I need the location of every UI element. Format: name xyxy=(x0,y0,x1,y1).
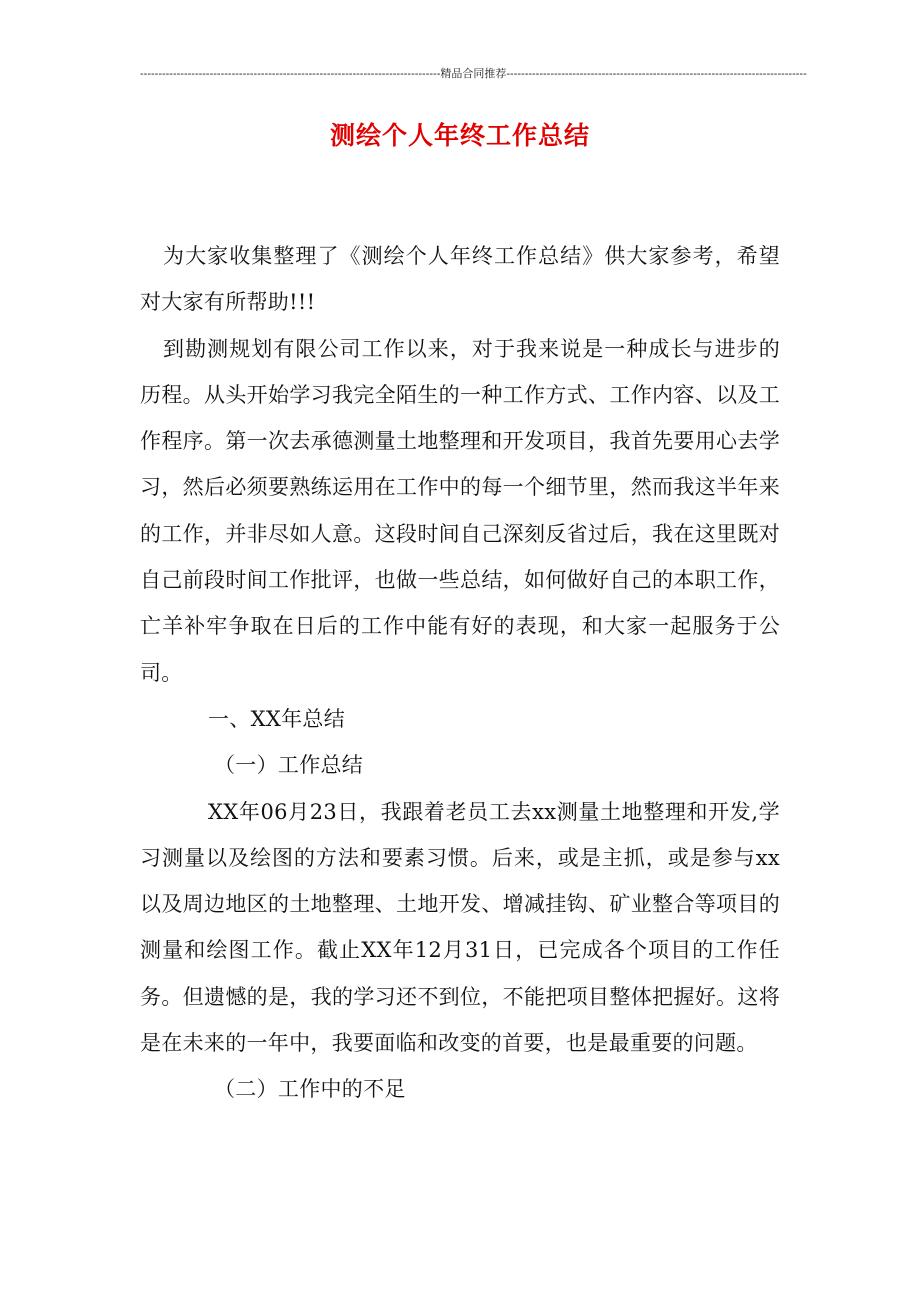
section-heading: 一、XX年总结 xyxy=(208,706,345,731)
subsection-heading: （一）工作总结 xyxy=(214,753,364,778)
document-body xyxy=(140,233,780,1113)
subsection-heading: （二）工作中的不足 xyxy=(214,1077,406,1102)
header-dashes-left: ---------------------------------------------------------------------------------- xyxy=(140,68,441,80)
document-title: 测绘个人年终工作总结 xyxy=(329,121,590,150)
intro-paragraph: 为大家收集整理了《测绘个人年终工作总结》供大家参考，希望对大家有所帮助!!! xyxy=(140,244,780,315)
body-paragraph: XX年06月23日，我跟着老员工去xx测量土地整理和开发,学习测量以及绘图的方法和要素习惯。后来，或是主抓，或是参与xx以及周边地区的土地整理、土地开发、增减挂钩、矿业整合等项目的测量和绘图工作。截止XX年12月31日，已完成各个项目的工作任务。但遗憾的是，我的学习还不到位，不能把项目整体把握好。这将是在未来的一年中，我要面临和改变的首要，也是最重要的问题。 xyxy=(140,799,780,1056)
page-header-banner xyxy=(140,64,807,84)
body-paragraph: 到勘测规划有限公司工作以来，对于我来说是一种成长与进步的历程。从头开始学习我完全陌生的一种工作方式、工作内容、以及工作程序。第一次去承德测量土地整理和开发项目，我首先要用心去学习，然后必须要熟练运用在工作中的每一个细节里，然而我这半年来的工作，并非尽如人意。这段时间自己深刻反省过后，我在这里既对自己前段时间工作批评，也做一些总结，如何做好自己的本职工作，亡羊补牢争取在日后的工作中能有好的表现，和大家一起服务于公司。 xyxy=(140,336,780,685)
header-label: 精品合同推荐 xyxy=(440,68,507,80)
header-dashes-right: ---------------------------------------------------------------------------------- xyxy=(506,68,807,80)
